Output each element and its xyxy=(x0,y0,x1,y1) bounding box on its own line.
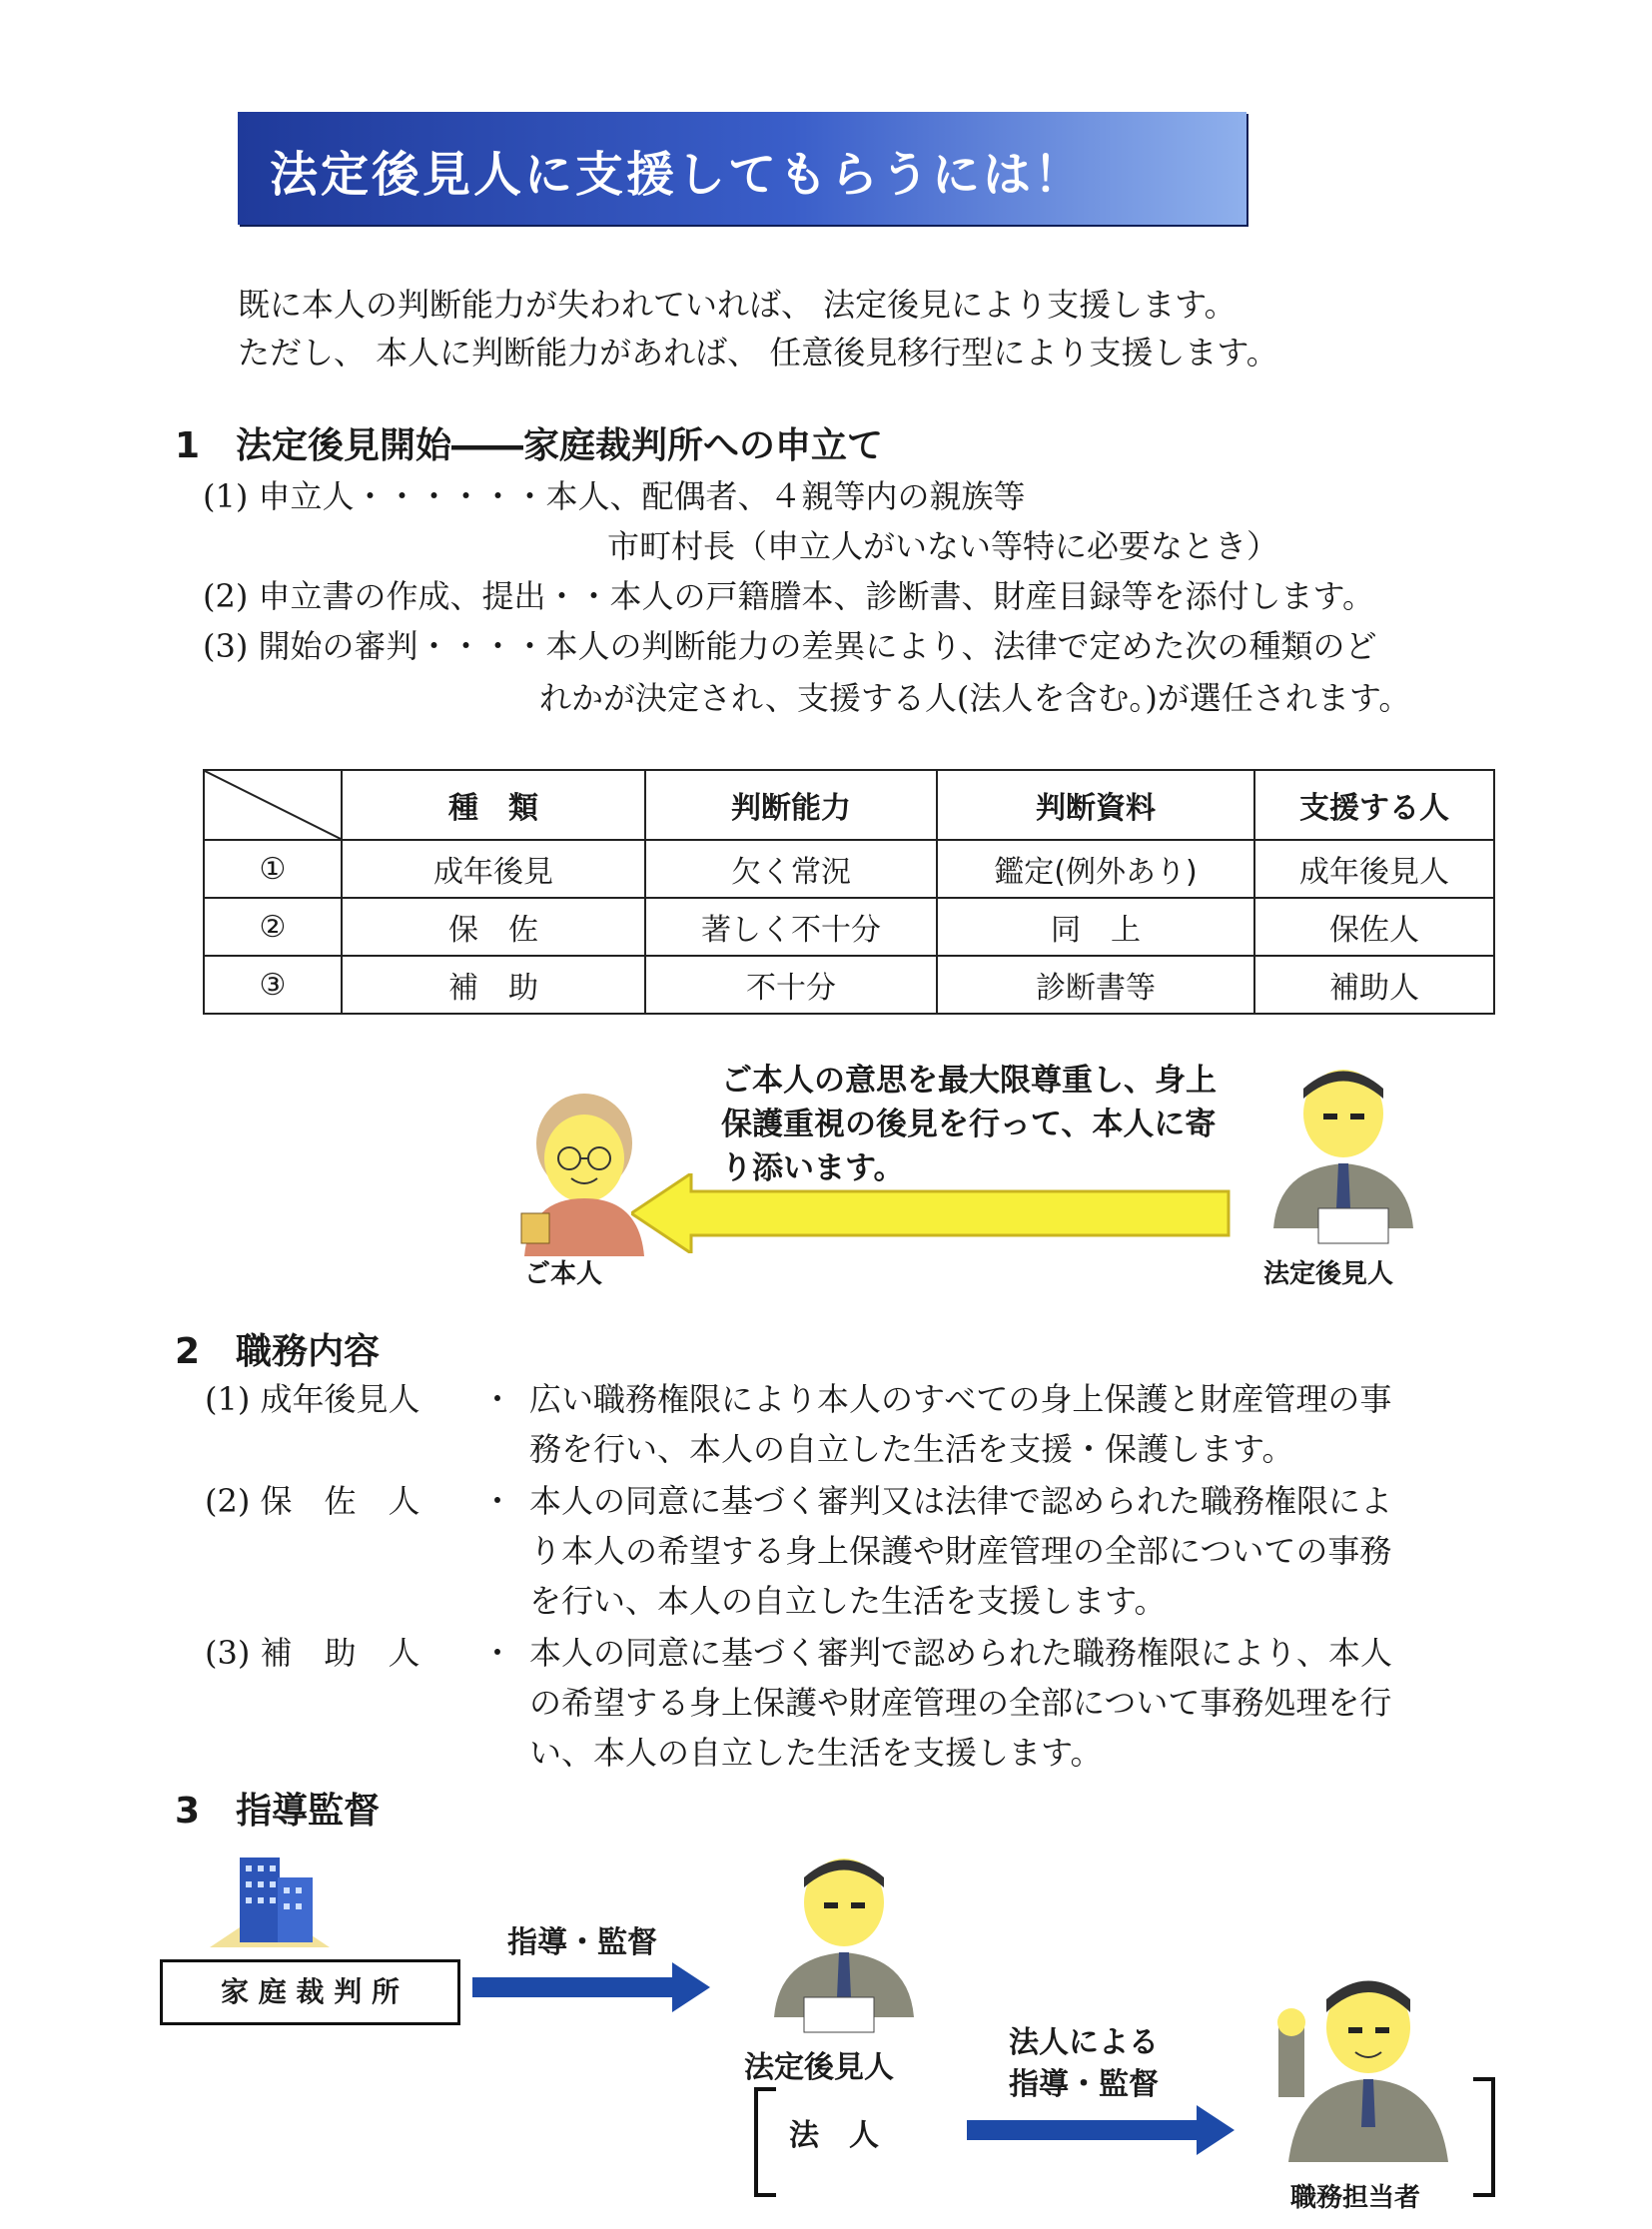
header-supporter: 支援する人 xyxy=(1254,770,1494,840)
role-bullet: ・ xyxy=(481,1482,514,1520)
guardian-man-icon xyxy=(754,1848,934,2037)
role-label: (2) 保 佐 人 xyxy=(205,1482,420,1520)
support-message-line: 保護重視の後見を行って、本人に寄 xyxy=(721,1107,1217,1142)
role-desc-line: り本人の希望する身上保護や財産管理の全部についての事務 xyxy=(529,1532,1392,1570)
cell-supporter: 成年後見人 xyxy=(1254,840,1494,898)
arrow2-label-line: 法人による xyxy=(1009,2025,1159,2060)
blue-arrow-right xyxy=(472,1962,712,2012)
caption-staff: 職務担当者 xyxy=(1290,2183,1421,2213)
caption-guardian: 法定後見人 xyxy=(1263,1259,1394,1289)
row-number: ① xyxy=(204,840,342,898)
row-number: ③ xyxy=(204,956,342,1014)
guardianship-type-table xyxy=(203,769,1495,1015)
cell-type: 成年後見 xyxy=(342,840,645,898)
table-row xyxy=(204,956,1494,1014)
bracket-right xyxy=(1468,2077,1498,2197)
cell-type: 保 佐 xyxy=(342,898,645,956)
role-label: (3) 補 助 人 xyxy=(205,1634,420,1672)
section1-item-1: (1) 申立人・・・・・・本人、配偶者、４親等内の親族等 xyxy=(203,477,1026,515)
row-number: ② xyxy=(204,898,342,956)
role-desc-line: 本人の同意に基づく審判又は法律で認められた職務権限によ xyxy=(529,1482,1393,1520)
role-desc-line: い、本人の自立した生活を支援します。 xyxy=(529,1734,1103,1772)
blue-arrow-right-2 xyxy=(967,2105,1237,2155)
table-corner-cell xyxy=(204,770,342,840)
table-row xyxy=(204,898,1494,956)
section1-item-3: (3) 開始の審判・・・・本人の判断能力の差異により、法律で定めた次の種類のど xyxy=(203,627,1377,665)
cell-supporter: 補助人 xyxy=(1254,956,1494,1014)
corporation-label: 法 人 xyxy=(789,2118,879,2153)
title-banner xyxy=(238,112,1246,225)
support-message-line: り添います。 xyxy=(721,1150,905,1186)
role-desc-line: 務を行い、本人の自立した生活を支援・保護します。 xyxy=(529,1430,1294,1468)
arrow1-label: 指導・監督 xyxy=(507,1925,657,1960)
staff-man-icon xyxy=(1243,1967,1463,2167)
support-message-line: ご本人の意思を最大限尊重し、身上 xyxy=(721,1063,1217,1099)
cell-evidence: 診断書等 xyxy=(937,956,1254,1014)
guardian-man-icon xyxy=(1258,1059,1428,1248)
header-capacity: 判断能力 xyxy=(645,770,937,840)
arrow2-label-line: 指導・監督 xyxy=(1009,2067,1159,2102)
page-title: 法定後見人に支援してもらうには！ xyxy=(270,147,1086,203)
role-desc-line: の希望する身上保護や財産管理の全部について事務処理を行 xyxy=(529,1684,1392,1722)
cell-supporter: 保佐人 xyxy=(1254,898,1494,956)
section3-heading: 3 指導監督 xyxy=(175,1791,381,1832)
caption-guardian-2: 法定後見人 xyxy=(744,2050,894,2085)
cell-type: 補 助 xyxy=(342,956,645,1014)
cell-evidence: 同 上 xyxy=(937,898,1254,956)
section1-item-2: (2) 申立書の作成、提出・・本人の戸籍謄本、診断書、財産目録等を添付します。 xyxy=(203,577,1374,615)
diagonal-line xyxy=(205,771,341,839)
cell-evidence: 鑑定(例外あり) xyxy=(937,840,1254,898)
role-bullet: ・ xyxy=(481,1380,514,1418)
family-court-box: 家 庭 裁 判 所 xyxy=(160,1959,460,2025)
role-label: (1) 成年後見人 xyxy=(205,1380,420,1418)
role-desc-line: 本人の同意に基づく審判で認められた職務権限により、本人 xyxy=(529,1634,1393,1672)
table-row xyxy=(204,840,1494,898)
yellow-arrow-left xyxy=(631,1173,1231,1253)
header-type: 種 類 xyxy=(342,770,645,840)
cell-capacity: 著しく不十分 xyxy=(645,898,937,956)
header-evidence: 判断資料 xyxy=(937,770,1254,840)
cell-capacity: 不十分 xyxy=(645,956,937,1014)
intro-line-1: 既に本人の判断能力が失われていれば、 法定後見により支援します。 xyxy=(238,286,1237,324)
section1-heading: 1 法定後見開始――家庭裁判所への申立て xyxy=(175,425,884,466)
role-bullet: ・ xyxy=(481,1634,514,1672)
caption-principal: ご本人 xyxy=(524,1259,603,1289)
section2-heading: 2 職務内容 xyxy=(175,1331,381,1372)
role-desc-line: 広い職務権限により本人のすべての身上保護と財産管理の事 xyxy=(529,1380,1392,1418)
bracket-left xyxy=(751,2087,781,2197)
intro-line-2: ただし、 本人に判断能力があれば、 任意後見移行型により支援します。 xyxy=(238,334,1278,372)
cell-capacity: 欠く常況 xyxy=(645,840,937,898)
role-desc-line: を行い、本人の自立した生活を支援します。 xyxy=(529,1582,1167,1620)
support-message xyxy=(721,1059,1217,1190)
arrow2-label xyxy=(1009,2022,1159,2106)
court-building-icon xyxy=(200,1838,340,1957)
section1-item-3b: れかが決定され、支援する人(法人を含む。)が選任されます。 xyxy=(539,679,1411,717)
section1-item-1b: 市町村長（申立人がいない等特に必要なとき） xyxy=(607,527,1279,565)
